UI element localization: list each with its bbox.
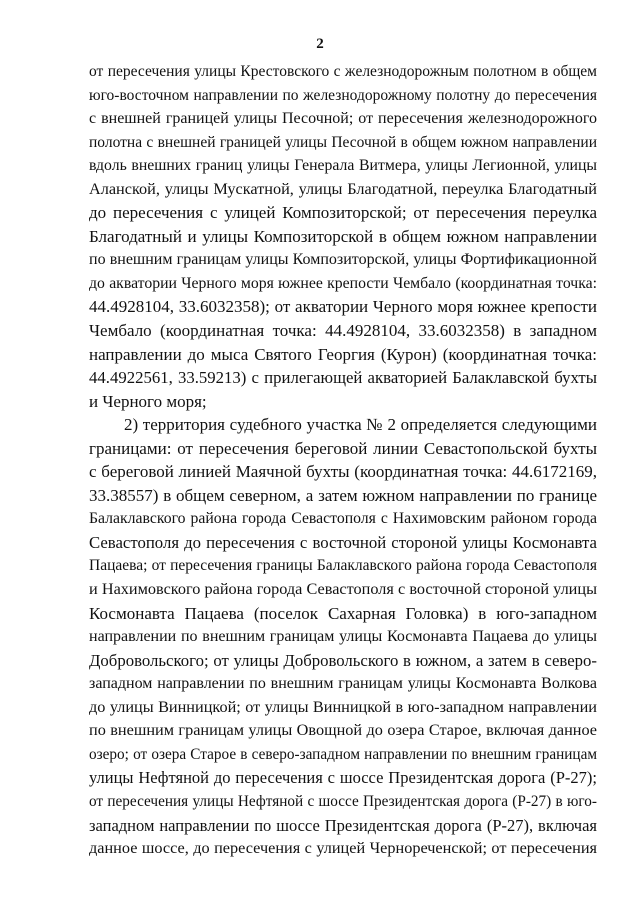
paragraph-1: [89, 60, 597, 413]
text-line: Чембало (координатная точка: 44.4928104, 33.6032358) в западном: [89, 321, 597, 341]
document-body: [89, 60, 597, 861]
text-line: 2) территория судебного участка № 2 определяется следующими: [124, 415, 597, 435]
text-line: до акватории Черного моря южнее крепости Чембало (координатная точка:: [89, 274, 597, 292]
text-line: границами: от пересечения береговой линии Севастопольской бухты: [89, 438, 597, 458]
text-line: 44.4922561, 33.59213) с прилегающей акваторией Балаклавской бухты: [89, 368, 597, 388]
text-line: по внешним границам улицы Композиторской, улицы Фортификационной: [89, 251, 597, 269]
text-line: озеро; от озера Старое в северо-западном направлении по внешним границам: [89, 745, 597, 763]
text-line: с береговой линией Маячной бухты (координатная точка: 44.6172169,: [89, 462, 597, 482]
text-line: с внешней границей улицы Песочной; от пересечения железнодорожного: [89, 110, 597, 128]
text-line: Добровольского; от улицы Добровольского в южном, а затем в северо-: [89, 650, 597, 670]
text-line: Балаклавского района города Севастополя с Нахимовским районом города: [89, 510, 597, 528]
text-line: до пересечения с улицей Композиторской; от пересечения переулка: [89, 203, 597, 223]
page-number: 2: [316, 36, 324, 52]
paragraph-2: [89, 413, 597, 860]
text-line: Космонавта Пацаева (поселок Сахарная Головка) в юго-западном: [89, 603, 597, 623]
text-line: улицы Нефтяной до пересечения с шоссе Президентская дорога (Р-27);: [89, 768, 597, 788]
text-line: Пацаева; от пересечения границы Балаклавского района города Севастополя: [89, 557, 597, 575]
text-line: Благодатный и улицы Композиторской в общем южном направлении: [89, 226, 597, 246]
text-line: вдоль внешних границ улицы Генерала Витмера, улицы Легионной, улицы: [89, 157, 597, 175]
text-line: полотна с внешней границей улицы Песочной в общем южном направлении: [89, 133, 597, 151]
text-line: и Черного моря;: [89, 391, 207, 411]
text-line: и Нахимовского района города Севастополя с восточной стороной улицы: [89, 580, 597, 599]
text-line: западном направлении по шоссе Президентская дорога (Р-27), включая: [89, 815, 597, 835]
text-line: до улицы Винницкой; от улицы Винницкой в юго-западном направлении: [89, 697, 597, 716]
text-line: от пересечения улицы Нефтяной с шоссе Президентская дорога (Р-27) в юго-: [89, 792, 597, 810]
text-line: данное шоссе, до пересечения с улицей Чернореченской; от пересечения: [89, 839, 597, 858]
text-line: от пересечения улицы Крестовского с железнодорожным полотном в общем: [89, 63, 597, 80]
text-line: направлении по внешним границам улицы Космонавта Пацаева до улицы: [89, 628, 597, 646]
text-line: по внешним границам улицы Овощной до озера Старое, включая данное: [89, 721, 597, 740]
text-line: 33.38557) в общем северном, а затем южном направлении по границе: [89, 485, 597, 505]
text-line: западном направлении по внешним границам улицы Космонавта Волкова: [89, 675, 597, 693]
text-line: Севастополя до пересечения с восточной стороной улицы Космонавта: [89, 532, 597, 552]
text-line: направлении до мыса Святого Георгия (Курон) (координатная точка:: [89, 344, 597, 364]
text-line: Аланской, улицы Мускатной, улицы Благодатной, переулка Благодатный: [89, 179, 597, 198]
text-line: юго-восточном направлении по железнодорожному полотну до пересечения: [89, 86, 597, 104]
text-line: 44.4928104, 33.6032358); от акватории Черного моря южнее крепости: [89, 297, 597, 317]
